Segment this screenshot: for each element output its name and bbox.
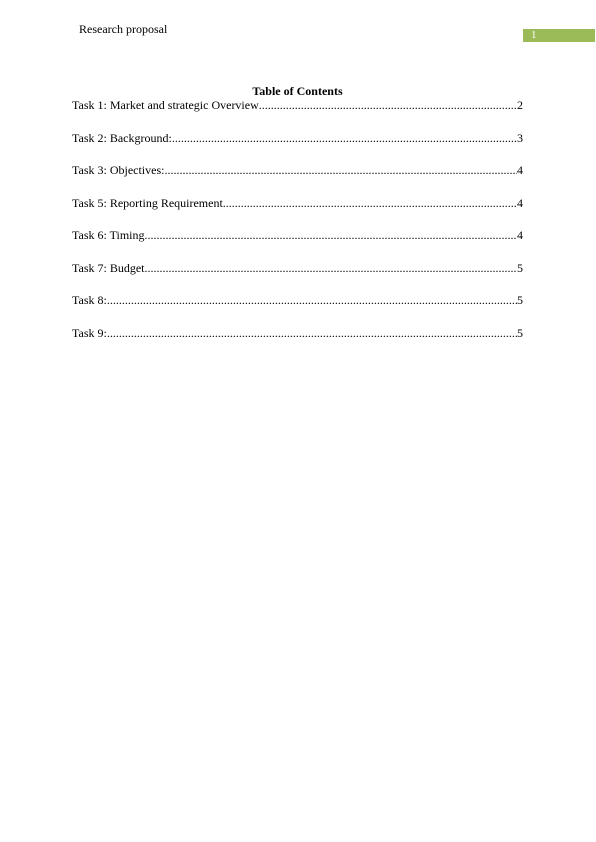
toc-entry[interactable] bbox=[72, 196, 523, 210]
toc-dot-leader bbox=[172, 131, 517, 145]
toc-entry-label: Task 8: bbox=[72, 293, 107, 307]
toc-entry-page: 5 bbox=[517, 260, 523, 275]
toc-entry-label: Task 9: bbox=[72, 325, 107, 340]
toc-entry-label: Task 2: Background: bbox=[72, 130, 172, 145]
toc-dot-leader bbox=[223, 196, 517, 210]
toc-entry[interactable] bbox=[72, 261, 523, 275]
toc-dot-leader bbox=[107, 293, 517, 307]
toc-dot-leader bbox=[259, 98, 517, 112]
toc-entry[interactable] bbox=[72, 98, 523, 112]
toc-entry-label: Task 5: Reporting Requirement bbox=[72, 195, 223, 210]
toc-entry-page: 3 bbox=[517, 130, 523, 145]
toc-entry-page: 5 bbox=[517, 293, 523, 307]
toc-entry-label: Task 7: Budget bbox=[72, 260, 145, 275]
page-number-badge bbox=[523, 29, 595, 42]
toc-entry-label: Task 6: Timing bbox=[72, 228, 145, 242]
toc-entry-label: Task 1: Market and strategic Overview bbox=[72, 98, 259, 112]
toc-heading: Table of Contents bbox=[252, 84, 343, 98]
toc-entry-page: 4 bbox=[517, 228, 523, 242]
toc-entry[interactable] bbox=[72, 163, 523, 177]
page-number: 1 bbox=[531, 29, 537, 41]
toc-dot-leader bbox=[107, 326, 517, 340]
toc-entry[interactable] bbox=[72, 293, 523, 307]
toc-entry-page: 4 bbox=[517, 163, 523, 177]
toc-entry-page: 2 bbox=[517, 98, 523, 112]
toc-entry[interactable] bbox=[72, 131, 523, 145]
toc-dot-leader bbox=[145, 228, 517, 242]
toc-entry[interactable] bbox=[72, 228, 523, 242]
toc-dot-leader bbox=[164, 163, 517, 177]
toc-entry[interactable] bbox=[72, 326, 523, 340]
toc-entry-label: Task 3: Objectives: bbox=[72, 163, 165, 177]
header-title: Research proposal bbox=[79, 22, 168, 36]
toc-dot-leader bbox=[145, 261, 518, 275]
toc-entry-page: 5 bbox=[517, 325, 523, 340]
toc-entry-page: 4 bbox=[517, 195, 523, 210]
table-of-contents bbox=[72, 98, 523, 358]
